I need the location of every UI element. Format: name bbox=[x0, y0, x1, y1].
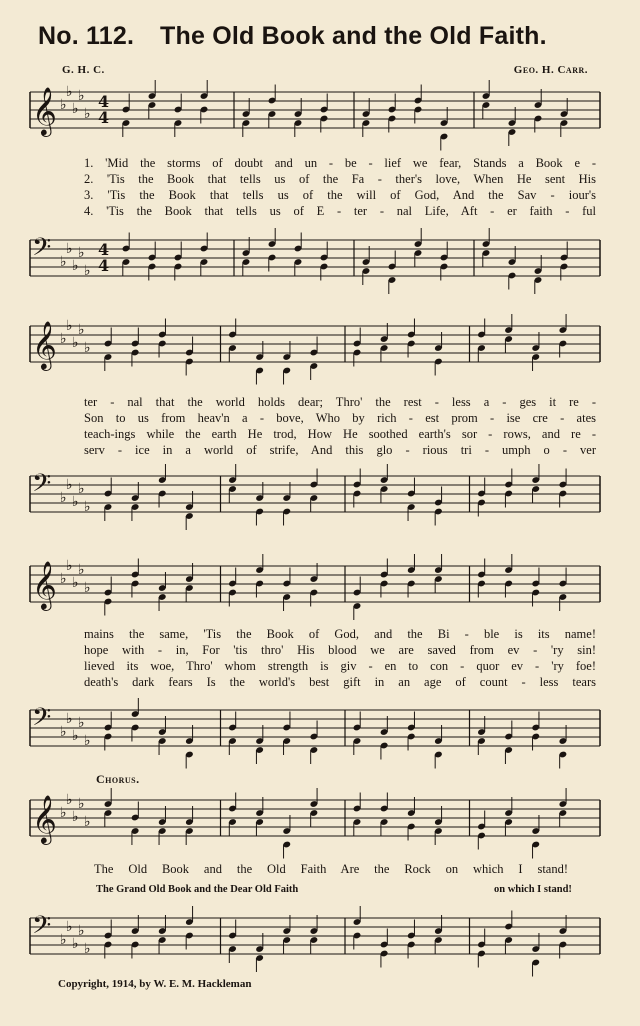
lyric-line: 1. 'Mid the storms of doubt and un - be - lief we fear, Stands a Book e - bbox=[84, 156, 596, 170]
flat-icon: ♭ bbox=[84, 814, 91, 830]
composer-credit: Geo. H. Carr. bbox=[513, 64, 588, 76]
flat-icon: ♭ bbox=[72, 494, 79, 510]
hymn-number: No. 112. bbox=[38, 22, 135, 50]
treble-staff bbox=[30, 558, 600, 609]
time-signature-digit: 4 bbox=[98, 92, 110, 111]
flat-icon: ♭ bbox=[66, 919, 73, 935]
lyric-line: 2. 'Tis the Book that tells us of the Fa - ther's love, When He sent His bbox=[84, 172, 596, 186]
flat-icon: ♭ bbox=[60, 724, 67, 740]
flat-icon: ♭ bbox=[66, 477, 73, 493]
bass-clef-icon: 𝄢 bbox=[32, 233, 52, 268]
lyric-line: hope with - in, For 'tis thro' His blood we are saved from ev - 'ry sin! bbox=[84, 643, 596, 657]
flat-icon: ♭ bbox=[78, 715, 85, 731]
flat-icon: ♭ bbox=[72, 101, 79, 117]
flat-icon: ♭ bbox=[60, 254, 67, 270]
hymn-title-bar bbox=[38, 22, 618, 51]
flat-icon: ♭ bbox=[60, 331, 67, 347]
treble-staff bbox=[30, 792, 600, 843]
time-signature-digit: 4 bbox=[98, 256, 110, 275]
bass-clef-icon: 𝄢 bbox=[32, 469, 52, 504]
verse-lyrics-block bbox=[84, 155, 596, 219]
flat-icon: ♭ bbox=[60, 490, 67, 506]
treble-clef-icon: 𝄞 bbox=[32, 794, 57, 843]
treble-clef-icon: 𝄞 bbox=[32, 86, 57, 135]
flat-icon: ♭ bbox=[84, 106, 91, 122]
flat-icon: ♭ bbox=[66, 84, 73, 100]
flat-icon: ♭ bbox=[84, 499, 91, 515]
flat-icon: ♭ bbox=[78, 322, 85, 338]
flat-icon: ♭ bbox=[72, 728, 79, 744]
bass-staff bbox=[30, 233, 600, 279]
flat-icon: ♭ bbox=[60, 805, 67, 821]
lyric-line: serv - ice in a world of strife, And this glo - rious tri - umph o - ver bbox=[84, 443, 596, 457]
flat-icon: ♭ bbox=[66, 792, 73, 808]
hymn-title: The Old Book and the Old Faith. bbox=[160, 22, 547, 50]
flat-icon: ♭ bbox=[72, 335, 79, 351]
flat-icon: ♭ bbox=[84, 263, 91, 279]
flat-icon: ♭ bbox=[78, 481, 85, 497]
flat-icon: ♭ bbox=[78, 245, 85, 261]
bass-clef-icon: 𝄢 bbox=[32, 703, 52, 738]
flat-icon: ♭ bbox=[84, 733, 91, 749]
chorus-alt-lyric: on which I stand! bbox=[494, 884, 572, 895]
flat-icon: ♭ bbox=[84, 340, 91, 356]
lyric-line: lieved its woe, Thro' whom strength is giv - en to con - quor ev - 'ry foe! bbox=[84, 659, 596, 673]
time-signature-digit: 4 bbox=[98, 240, 110, 259]
author-credit: G. H. C. bbox=[62, 64, 105, 76]
treble-staff bbox=[30, 84, 600, 135]
flat-icon: ♭ bbox=[78, 88, 85, 104]
bass-staff bbox=[30, 469, 600, 515]
verse-lyrics-block bbox=[84, 626, 596, 690]
lyric-line: death's dark fears Is the world's best gift in an age of count - less tears bbox=[84, 675, 596, 689]
flat-icon: ♭ bbox=[72, 575, 79, 591]
flat-icon: ♭ bbox=[78, 923, 85, 939]
time-signature-digit: 4 bbox=[98, 108, 110, 127]
chorus-alt-lyric: The Grand Old Book and the Dear Old Faith bbox=[96, 884, 299, 895]
lyric-line: 3. 'Tis the Book that tells us of the will of God, And the Sav - iour's bbox=[84, 188, 596, 202]
flat-icon: ♭ bbox=[60, 97, 67, 113]
flat-icon: ♭ bbox=[78, 796, 85, 812]
flat-icon: ♭ bbox=[72, 936, 79, 952]
lyric-line: mains the same, 'Tis the Book of God, and the Bi - ble is its name! bbox=[84, 627, 596, 641]
flat-icon: ♭ bbox=[84, 580, 91, 596]
treble-clef-icon: 𝄞 bbox=[32, 560, 57, 609]
flat-icon: ♭ bbox=[72, 258, 79, 274]
chorus-lyric: The Old Book and the Old Faith Are the Rock on which I stand! bbox=[94, 862, 568, 876]
flat-icon: ♭ bbox=[66, 711, 73, 727]
flat-icon: ♭ bbox=[66, 241, 73, 257]
bass-staff bbox=[30, 703, 600, 749]
flat-icon: ♭ bbox=[60, 571, 67, 587]
bass-clef-icon: 𝄢 bbox=[32, 911, 52, 946]
chorus-label: Chorus. bbox=[96, 772, 140, 786]
flat-icon: ♭ bbox=[84, 941, 91, 957]
flat-icon: ♭ bbox=[72, 809, 79, 825]
lyric-line: Son to us from heav'n a - bove, Who by rich - est prom - ise cre - ates bbox=[84, 411, 596, 425]
verse-lyrics-block bbox=[84, 394, 596, 458]
treble-clef-icon: 𝄞 bbox=[32, 320, 57, 369]
copyright-notice: Copyright, 1914, by W. E. M. Hackleman bbox=[58, 978, 252, 990]
flat-icon: ♭ bbox=[66, 558, 73, 574]
lyric-line: 4. 'Tis the Book that tells us of E - ter - nal Life, Aft - er faith - ful bbox=[84, 204, 596, 218]
lyric-line: ter - nal that the world holds dear; Thro' the rest - less a - ges it re - bbox=[84, 395, 596, 409]
flat-icon: ♭ bbox=[60, 932, 67, 948]
bass-staff bbox=[30, 911, 600, 957]
treble-staff bbox=[30, 318, 600, 369]
flat-icon: ♭ bbox=[66, 318, 73, 334]
flat-icon: ♭ bbox=[78, 562, 85, 578]
lyric-line: teach-ings while the earth He trod, How He soothed earth's sor - rows, and re - bbox=[84, 427, 596, 441]
